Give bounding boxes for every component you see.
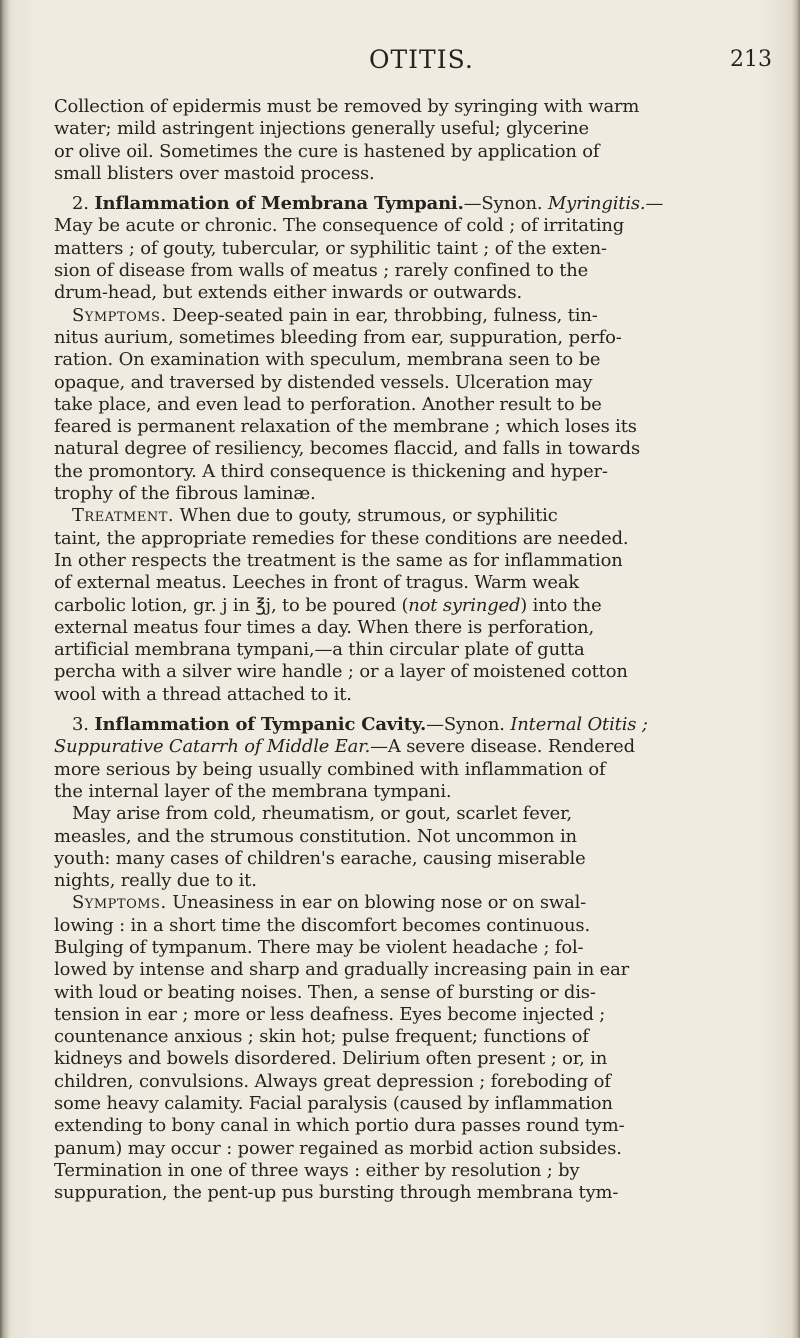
spine-shadow (0, 0, 10, 1338)
synonym: Myringitis. (547, 193, 646, 215)
text-line: extending to bony canal in which portio dura passes round tym- (54, 1115, 625, 1137)
text-line: with loud or beating noises. Then, a sense of bursting or dis- (54, 981, 596, 1003)
text-line: kidneys and bowels disordered. Delirium often present ; or, in (54, 1048, 608, 1070)
section-heading: Inflammation of Membrana Tympani. (94, 193, 464, 215)
text-line: water; mild astringent injections generally useful; glycerine (54, 118, 589, 140)
text-line: Termination in one of three ways : either by resolution ; by (54, 1159, 580, 1181)
text-run: When due to gouty, strumous, or syphilitic (179, 505, 558, 527)
text-line: May arise from cold, rheumatism, or gout, scarlet fever, (72, 803, 573, 825)
text-line: measles, and the strumous constitution. Not uncommon in (54, 825, 577, 847)
paragraph-collection (54, 96, 772, 185)
text-line: youth: many cases of children's earache, causing miserable (54, 847, 586, 869)
text-line: sion of disease from walls of meatus ; rarely confined to the (54, 260, 589, 282)
text-line: tension in ear ; more or less deafness. Eyes become injected ; (54, 1003, 606, 1025)
text-line: trophy of the fibrous laminæ. (54, 483, 316, 505)
symptoms-label: Symptoms. (72, 892, 167, 914)
text-line: artificial membrana tympani,—a thin circular plate of gutta (54, 639, 585, 661)
text-run: Uneasiness in ear on blowing nose or on swal- (172, 892, 587, 914)
text-line: feared is permanent relaxation of the membrane ; which loses its (54, 416, 637, 438)
text-line: taint, the appropriate remedies for these conditions are needed. (54, 527, 629, 549)
text-line: Bulging of tympanum. There may be violent headache ; fol- (54, 936, 584, 958)
synonym-lead: —Synon. (463, 193, 543, 215)
text-line: In other respects the treatment is the same as for inflammation (54, 549, 623, 571)
text-line: natural degree of resiliency, becomes flaccid, and falls in towards (54, 438, 641, 460)
running-head (54, 45, 772, 75)
symptoms-label: Symptoms. (72, 304, 167, 326)
text-line: drum-head, but extends either inwards or outwards. (54, 282, 523, 304)
text-line: lowed by intense and sharp and gradually increasing pain in ear (54, 959, 630, 981)
treatment-label: Treatment. (72, 505, 175, 527)
text-line: opaque, and traversed by distended vessels. Ulceration may (54, 371, 593, 393)
text-line: lowing : in a short time the discomfort becomes continuous. (54, 914, 590, 936)
section-heading-line (54, 714, 772, 736)
text-line: countenance anxious ; skin hot; pulse frequent; functions of (54, 1026, 589, 1048)
text-line: suppuration, the pent-up pus bursting through membrana tym- (54, 1182, 619, 1204)
text-line: take place, and even lead to perforation. Another result to be (54, 393, 602, 415)
text-line: nitus aurium, sometimes bleeding from ear, suppuration, perfo- (54, 326, 622, 348)
section-number: 3. (72, 714, 89, 736)
text-line: Collection of epidermis must be removed by syringing with warm (54, 96, 640, 117)
text-line: more serious by being usually combined with inflammation of (54, 758, 606, 780)
text-line: matters ; of gouty, tubercular, or syphilitic taint ; of the exten- (54, 237, 607, 259)
section-tympanic-cavity (54, 714, 772, 1205)
text-line: small blisters over mastoid process. (54, 162, 375, 184)
treatment-line (54, 505, 772, 527)
text-line: nights, really due to it. (54, 870, 257, 892)
page-edge (792, 0, 800, 1338)
page-number: 213 (730, 47, 772, 72)
text-run: carbolic lotion, gr. j in ℥j, to be poured ( (54, 594, 409, 616)
text-line: wool with a thread attached to it. (54, 683, 352, 705)
text-line: the promontory. A third consequence is thickening and hyper- (54, 460, 608, 482)
synonym-lead: —Synon. (426, 714, 505, 736)
synonym: Suppurative Catarrh of Middle Ear. (54, 736, 371, 758)
text-line: percha with a silver wire handle ; or a layer of moistened cotton (54, 661, 628, 683)
text-line: or olive oil. Sometimes the cure is hastened by application of (54, 140, 600, 162)
symptoms-line (54, 305, 772, 327)
synonym-line (54, 736, 772, 758)
text-line: some heavy calamity. Facial paralysis (caused by inflammation (54, 1093, 613, 1115)
text-line: of external meatus. Leeches in front of tragus. Warm weak (54, 572, 580, 594)
text-line: May be acute or chronic. The consequence of cold ; of irritating (54, 215, 625, 237)
text-line: ration. On examination with speculum, membrana seen to be (54, 349, 601, 371)
dose-line (54, 595, 772, 617)
running-title: OTITIS. (369, 45, 474, 74)
body-text (54, 96, 772, 1205)
dash: — (645, 193, 664, 215)
symptoms-line (54, 892, 772, 914)
section-heading: Inflammation of Tympanic Cavity. (94, 714, 427, 736)
text-line: external meatus four times a day. When there is perforation, (54, 616, 594, 638)
section-heading-line (54, 193, 772, 215)
text-run: ) into the (520, 594, 602, 616)
section-number: 2. (72, 193, 89, 215)
text-line: children, convulsions. Always great depression ; foreboding of (54, 1070, 611, 1092)
synonym: Internal Otitis ; (510, 714, 648, 736)
text-run: Deep-seated pain in ear, throbbing, fulness, tin- (172, 304, 598, 326)
section-membrana-tympani (54, 193, 772, 706)
text-run: —A severe disease. Rendered (370, 736, 635, 758)
italic-run: not syringed (408, 594, 521, 616)
text-line: panum) may occur : power regained as morbid action subsides. (54, 1137, 622, 1159)
text-line: the internal layer of the membrana tympani. (54, 780, 452, 802)
